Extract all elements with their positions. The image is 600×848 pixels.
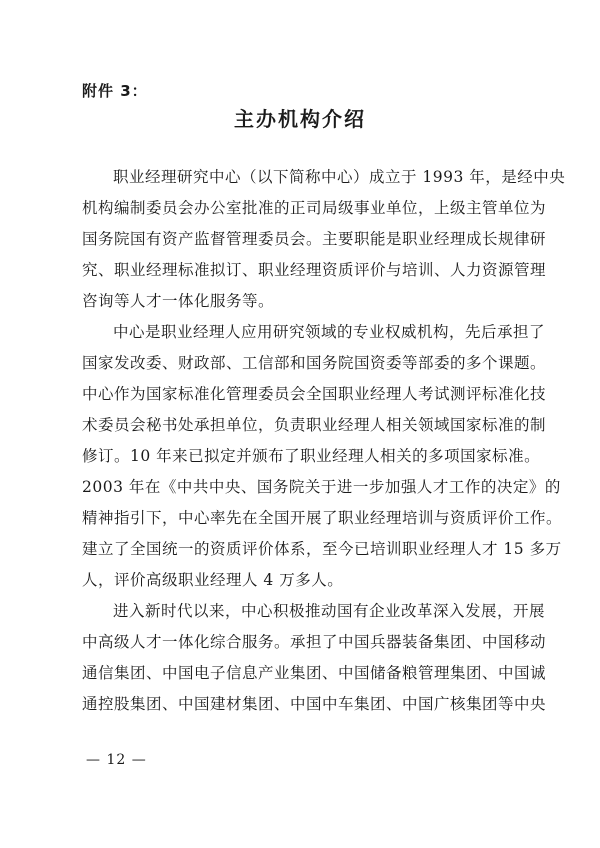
text-line: 进入新时代以来，中心积极推动国有企业改革深入发展，开展 [113, 602, 546, 620]
text-line: 中心作为国家标准化管理委员会全国职业经理人考试测评标准化技 [82, 385, 547, 403]
text-line: 中心是职业经理人应用研究领域的专业权威机构，先后承担了 [113, 323, 546, 341]
text-line: 机构编制委员会办公室批准的正司局级事业单位，上级主管单位为 [82, 199, 547, 217]
text-line: 国务院国有资产监督管理委员会。主要职能是职业经理成长规律研 [82, 230, 547, 248]
attachment-label: 附件 3： [82, 82, 148, 100]
paragraph-3 [82, 596, 547, 720]
text-line: 中高级人才一体化综合服务。承担了中国兵器装备集团、中国移动 [82, 633, 547, 651]
text-line: 通信集团、中国电子信息产业集团、中国储备粮管理集团、中国诚 [82, 664, 547, 682]
paragraph-1 [82, 162, 566, 317]
text-line: 修订。10 年来已拟定并颁布了职业经理人相关的多项国家标准。 [82, 447, 541, 465]
text-line: 术委员会秘书处承担单位，负责职业经理人相关领域国家标准的制 [82, 416, 547, 434]
text-line: 咨询等人才一体化服务等。 [82, 292, 275, 310]
text-line: 建立了全国统一的资质评价体系，至今已培训职业经理人才 15 多万 [82, 540, 562, 558]
paragraph-2 [82, 317, 563, 596]
text-line: 2003 年在《中共中央、国务院关于进一步加强人才工作的决定》的 [82, 478, 561, 496]
text-line: 通控股集团、中国建材集团、中国中车集团、中国广核集团等中央 [82, 695, 547, 713]
page-number: — 12 — [86, 752, 147, 768]
text-line: 究、职业经理标准拟订、职业经理资质评价与培训、人力资源管理 [82, 261, 547, 279]
body-text [82, 162, 566, 720]
page-title: 主办机构介绍 [234, 107, 366, 131]
text-line: 国家发改委、财政部、工信部和国务院国资委等部委的多个课题。 [82, 354, 547, 372]
text-line: 人，评价高级职业经理人 4 万多人。 [82, 571, 344, 589]
text-line: 精神指引下，中心率先在全国开展了职业经理培训与资质评价工作。 [82, 509, 563, 527]
text-line: 职业经理研究中心（以下简称中心）成立于 1993 年，是经中央 [113, 168, 566, 186]
